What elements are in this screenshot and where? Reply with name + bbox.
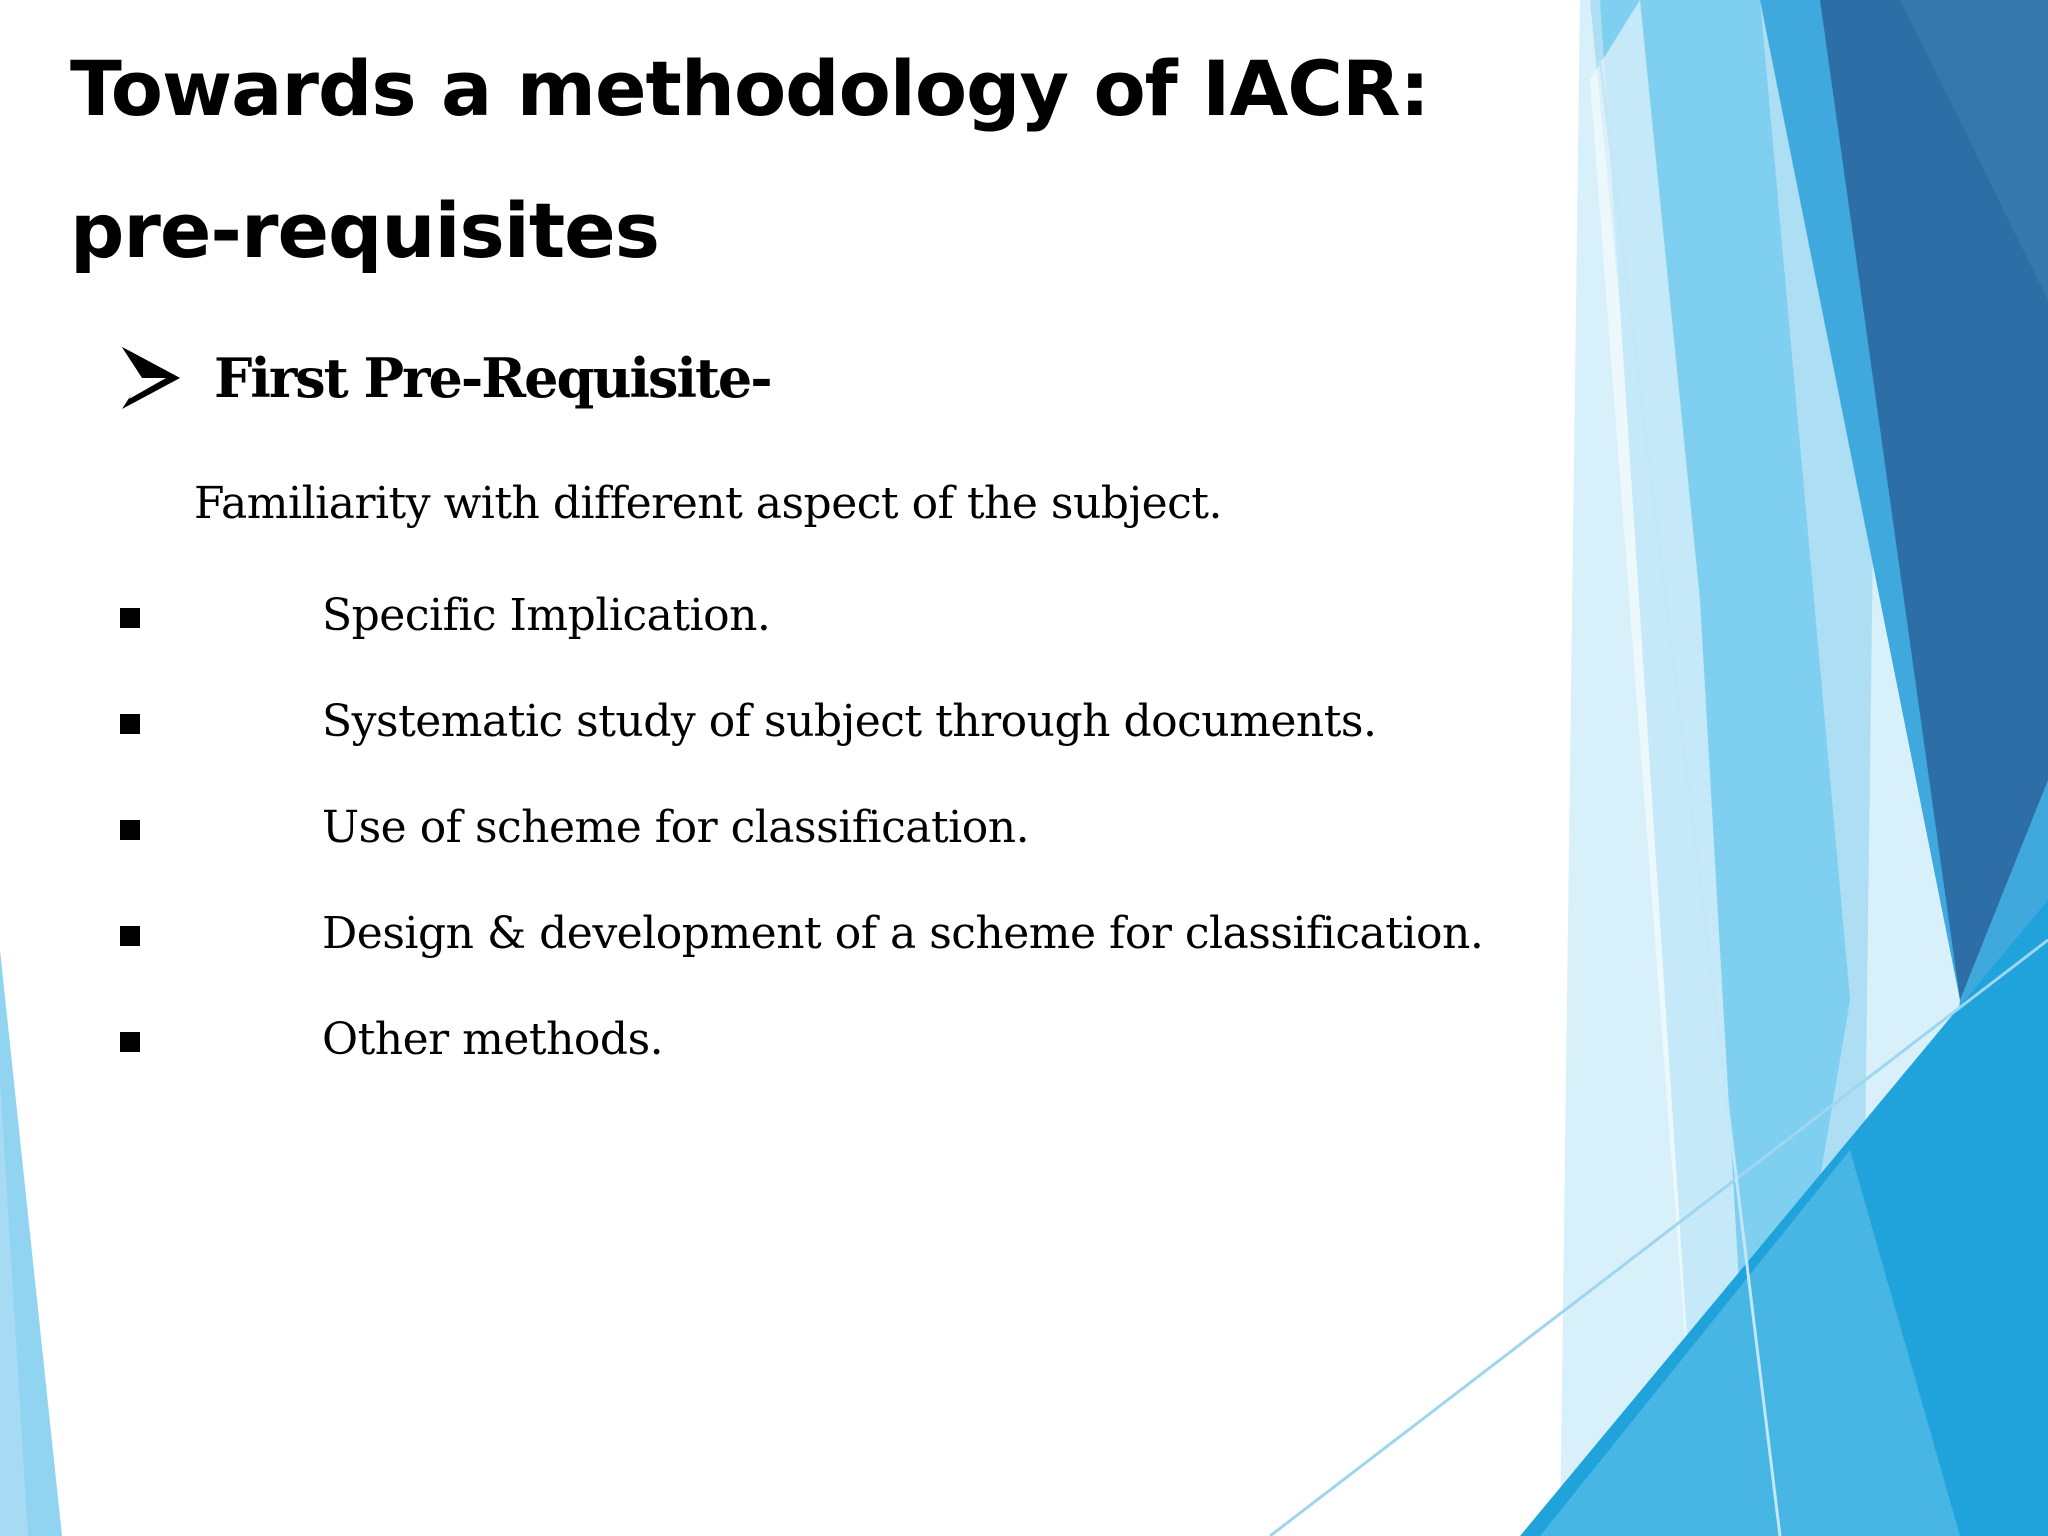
intro-text: Familiarity with different aspect of the subject. bbox=[194, 478, 1222, 529]
arrowhead-bullet-icon bbox=[120, 343, 182, 413]
list-item bbox=[120, 908, 1484, 1014]
list-item-text: Other methods. bbox=[322, 1014, 664, 1065]
square-bullet-icon bbox=[120, 714, 140, 734]
section-heading bbox=[120, 338, 771, 418]
list-item bbox=[120, 590, 771, 696]
square-bullet-icon bbox=[120, 1032, 140, 1052]
list-item-text: Specific Implication. bbox=[322, 590, 771, 641]
square-bullet-icon bbox=[120, 608, 140, 628]
section-heading-text: First Pre-Requisite- bbox=[214, 346, 771, 410]
slide-title-line-1: Towards a methodology of IACR: bbox=[70, 44, 1429, 133]
square-bullet-icon bbox=[120, 926, 140, 946]
slide-title bbox=[70, 18, 1570, 302]
list-item-text: Systematic study of subject through documents. bbox=[322, 696, 1377, 747]
slide-title-line-2: pre-requisites bbox=[70, 186, 659, 275]
bullet-list bbox=[120, 590, 1484, 1120]
list-item-text: Use of scheme for classification. bbox=[322, 802, 1030, 853]
list-item bbox=[120, 696, 1377, 802]
list-item bbox=[120, 1014, 664, 1120]
list-item bbox=[120, 802, 1030, 908]
list-item-text: Design & development of a scheme for classification. bbox=[322, 908, 1484, 959]
square-bullet-icon bbox=[120, 820, 140, 840]
